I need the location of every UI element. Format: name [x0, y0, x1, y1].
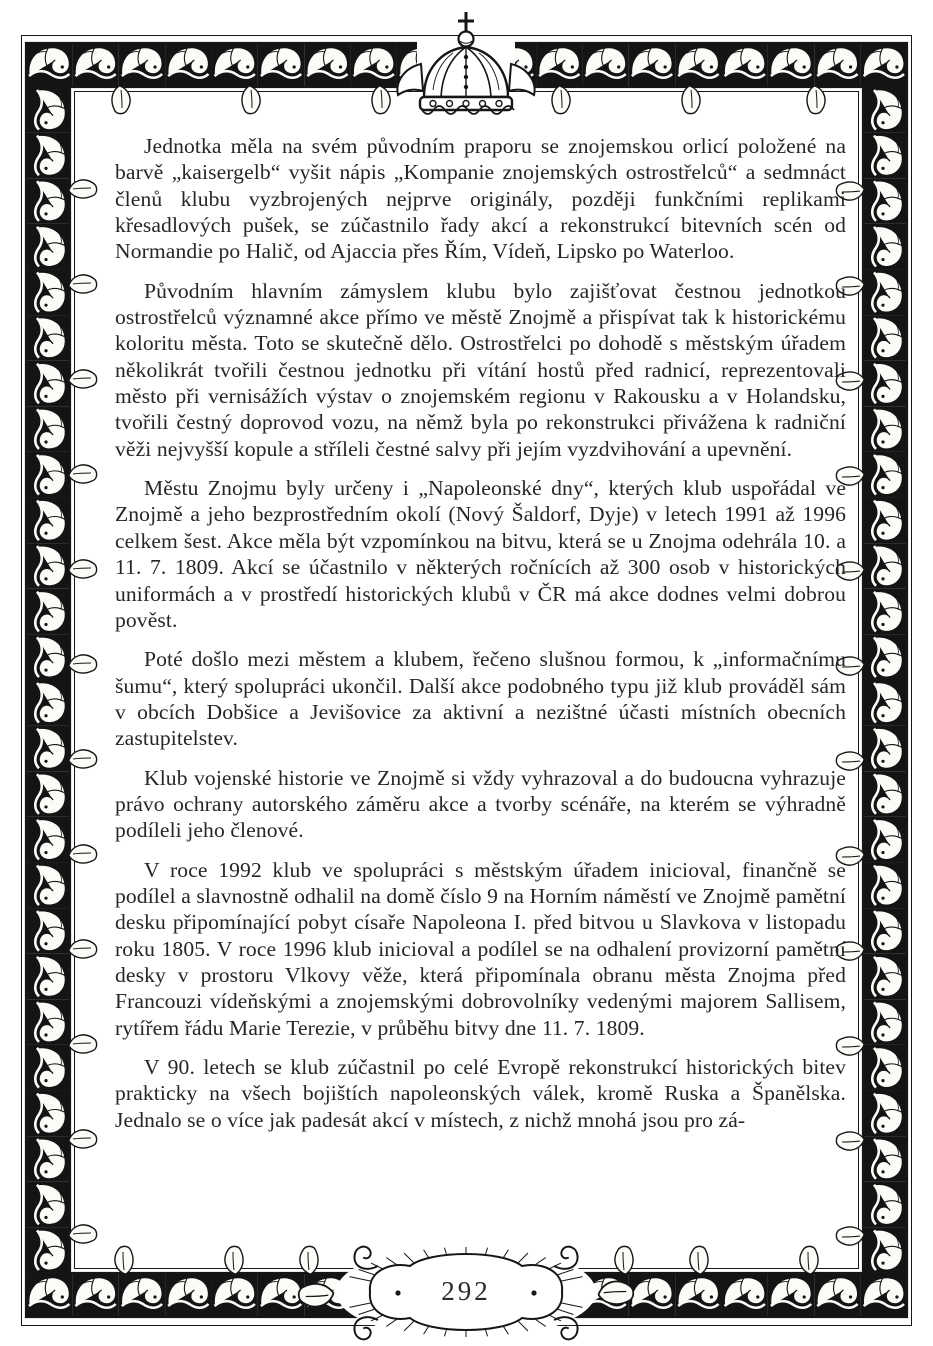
- crown-icon: [397, 12, 534, 114]
- body-paragraph: V 90. letech se klub zúčastnil po celé Evropě rekonstrukcí historických bitev prakticky na všech bojištích napoleonských válek, kromě Ruska a Španělska. Jednalo se o více jak padesát akcí v místech, z nichž mnohá jsou pro zá-: [115, 1055, 846, 1132]
- body-paragraph: Poté došlo mezi městem a klubem, řečeno slušnou formou, k „informačnímu šumu“, který spolupráci ukončil. Další akce podobného typu již klub prováděl sám v obcích Dobšice a Jevišovice za aktivní a nezištné účasti místních obecních zastupitelstev.: [115, 647, 846, 751]
- page-number: 292: [441, 1276, 491, 1306]
- body-paragraph: Původním hlavním zámyslem klubu bylo zajišťovat čestnou jednotkou ostrostřelců významné akce přímo ve městě Znojmě a přispívat tak k historickému koloritu města. Toto se skutečně dělo. Ostrostřelci po dohodě s městským úřadem několikrát tvořili čestnou jednotku při vítání hostů před radnicí, reprezentovali město při vernisážích výstav o znojemském regionu v Rakousku a v Holandsku, tvořili čestný doprovod vozu, na němž byla po rekonstrukci přivážena k radniční věži nejvyšší kopule a stříleli čestné salvy při jejím vyzdvihování a upevnění.: [115, 278, 846, 461]
- body-paragraph: Klub vojenské historie ve Znojmě si vždy vyhrazoval a do budoucna vyhrazuje právo ochrany autorského záměru akce a tvorby scénáře, na kterém se výhradně podíleli jeho členové.: [115, 765, 846, 843]
- page-text: [115, 133, 846, 1146]
- body-paragraph: V roce 1992 klub ve spolupráci s městským úřadem inicioval, finančně se podílel a slavnostně odhalil na domě číslo 9 na Horním náměstí ve Znojmě pamětní desku připomínající pobyt císaře Napoleona I. před bitvou u Slavkova v listopadu roku 1805. V roce 1996 klub inicioval a podílel se na odhalení provizorní pamětní desky v prostoru Vlkovy věže, která připomínala obranu města Znojma před Francouzi vídeňskými a znojemskými dobrovolníky vedenými majorem Sallisem, rytířem řádu Marie Terezie, v průběhu bitvy dne 11. 7. 1809.: [115, 857, 846, 1040]
- body-paragraph: Městu Znojmu byly určeny i „Napoleonské dny“, kterých klub uspořádal ve Znojmě a jeho bezprostředním okolí (Nový Šaldorf, Dyje) v letech 1991 až 1996 celkem šest. Akce měla být vzpomínkou na bitvu, která se u Znojma odehrála 10. a 11. 7. 1809. Akcí se účastnilo v některých ročnících až 300 osob v historických uniformách a v prostředí historických klubů v ČR má akce dodnes velmi dobrou pověst.: [115, 476, 846, 632]
- body-paragraph: Jednotka měla na svém původním praporu se znojemskou orlicí položené na barvě „kaisergelb“ vyšit nápis „Kompanie znojemských ostrostřelců“ a sedmnáct členů klubu vyzbrojených nejprve originály, později funkčními replikami křesadlových pušek, se zúčastnilo řady akcí a rekonstrukcí bitevních scén od Normandie po Halič, od Ajaccia přes Řím, Vídeň, Lipsko po Waterloo.: [115, 134, 846, 264]
